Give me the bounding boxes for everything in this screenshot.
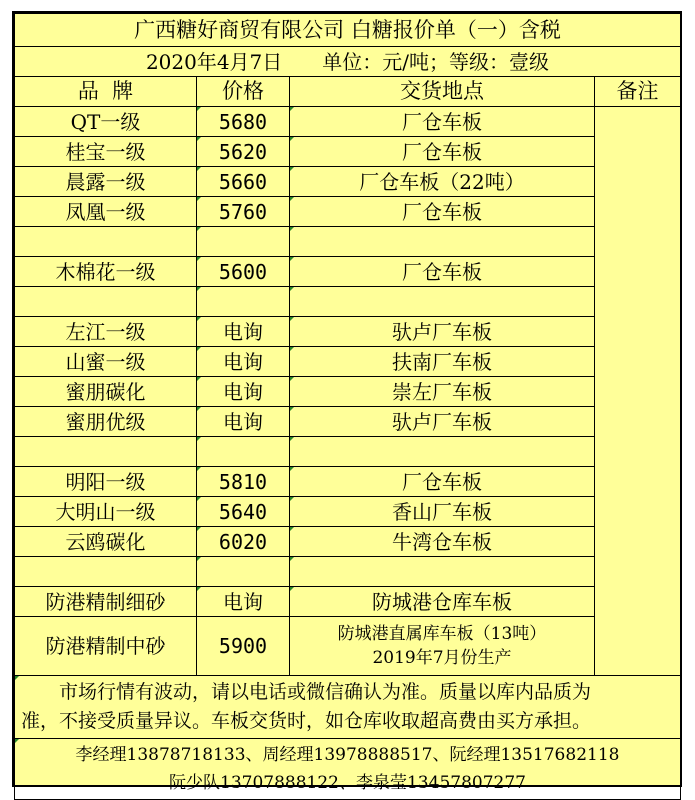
table-row [15, 377, 681, 407]
price-cell: 5810 [197, 467, 290, 497]
price-cell: 5640 [197, 497, 290, 527]
notice-line-1: 市场行情有波动，请以电话或微信确认为准。质量以库内品质为 [59, 681, 592, 703]
table-row [15, 167, 681, 197]
location-cell [290, 617, 595, 676]
brand-cell: 山蜜一级 [15, 347, 197, 377]
location-cell: 防城港仓库车板 [290, 587, 595, 617]
location-cell: 厂仓车板 [290, 257, 595, 287]
location-cell: 厂仓车板 [290, 197, 595, 227]
price-cell: 电询 [197, 587, 290, 617]
brand-cell [15, 557, 197, 587]
location-cell [290, 287, 595, 317]
brand-cell: QT一级 [15, 107, 197, 137]
price-sheet [12, 11, 682, 793]
table-row [15, 557, 681, 587]
brand-cell: 蜜朋优级 [15, 407, 197, 437]
location-cell: 厂仓车板 [290, 107, 595, 137]
location-cell: 香山厂车板 [290, 497, 595, 527]
location-cell [290, 437, 595, 467]
table-row [15, 317, 681, 347]
table-row [15, 467, 681, 497]
location-cell: 扶南厂车板 [290, 347, 595, 377]
location-cell: 牛湾仓车板 [290, 527, 595, 557]
brand-cell: 大明山一级 [15, 497, 197, 527]
unit-info: 单位：元/吨；等级：壹级 [322, 49, 550, 74]
remarks-cell [595, 107, 681, 676]
table-row [15, 257, 681, 287]
price-cell [197, 227, 290, 257]
table-row [15, 437, 681, 467]
brand-cell: 木棉花一级 [15, 257, 197, 287]
price-cell: 5600 [197, 257, 290, 287]
table-row [15, 527, 681, 557]
location-cell: 厂仓车板 [290, 467, 595, 497]
table-row [15, 227, 681, 257]
price-cell: 电询 [197, 317, 290, 347]
price-cell [197, 287, 290, 317]
table-row [15, 137, 681, 167]
price-cell: 5660 [197, 167, 290, 197]
location-cell [290, 557, 595, 587]
price-cell [197, 437, 290, 467]
price-cell: 电询 [197, 347, 290, 377]
brand-cell [15, 287, 197, 317]
brand-cell: 防港精制中砂 [15, 617, 197, 676]
brand-cell: 蜜朋碳化 [15, 377, 197, 407]
notice-line-2: 准，不接受质量异议。车板交货时，如仓库收取超高费由买方承担。 [21, 710, 592, 732]
location-cell [290, 227, 595, 257]
brand-cell [15, 437, 197, 467]
price-cell: 6020 [197, 527, 290, 557]
brand-cell [15, 227, 197, 257]
location-line: 防城港直属库车板（13吨） [337, 624, 547, 644]
column-header-price: 价格 [197, 77, 290, 107]
table-row [15, 287, 681, 317]
brand-cell: 左江一级 [15, 317, 197, 347]
contacts-line-2: 阮少队13707888122、李泉莹13457807277 [169, 773, 526, 793]
location-cell: 厂仓车板（22吨） [290, 167, 595, 197]
date-and-units [15, 47, 681, 77]
price-cell: 电询 [197, 407, 290, 437]
column-header-location: 交货地点 [290, 77, 595, 107]
notice [15, 676, 681, 739]
brand-cell: 云鸥碳化 [15, 527, 197, 557]
price-cell [197, 557, 290, 587]
quote-date: 2020年4月7日 [145, 49, 283, 74]
production-date: 2019年7月份生产 [372, 648, 512, 668]
price-cell: 5760 [197, 197, 290, 227]
location-cell: 厂仓车板 [290, 137, 595, 167]
sheet-title: 广西糖好商贸有限公司 白糖报价单（一）含税 [15, 14, 681, 47]
location-cell: 驮卢厂车板 [290, 317, 595, 347]
price-cell: 5900 [197, 617, 290, 676]
table-row [15, 497, 681, 527]
table-row [15, 407, 681, 437]
price-cell: 5680 [197, 107, 290, 137]
table-row [15, 347, 681, 377]
price-cell: 5620 [197, 137, 290, 167]
table-row [15, 587, 681, 617]
location-cell: 驮卢厂车板 [290, 407, 595, 437]
brand-cell: 晨露一级 [15, 167, 197, 197]
column-header-remarks: 备注 [595, 77, 681, 107]
brand-cell: 防港精制细砂 [15, 587, 197, 617]
contacts-line-1: 李经理13878718133、周经理13978888517、阮经理13517682118 [75, 745, 620, 765]
table-row [15, 197, 681, 227]
price-table [14, 13, 681, 800]
brand-cell: 桂宝一级 [15, 137, 197, 167]
brand-cell: 明阳一级 [15, 467, 197, 497]
column-header-brand: 品 牌 [15, 77, 197, 107]
brand-cell: 凤凰一级 [15, 197, 197, 227]
location-cell: 崇左厂车板 [290, 377, 595, 407]
price-cell: 电询 [197, 377, 290, 407]
table-row [15, 107, 681, 137]
contacts [15, 739, 681, 800]
